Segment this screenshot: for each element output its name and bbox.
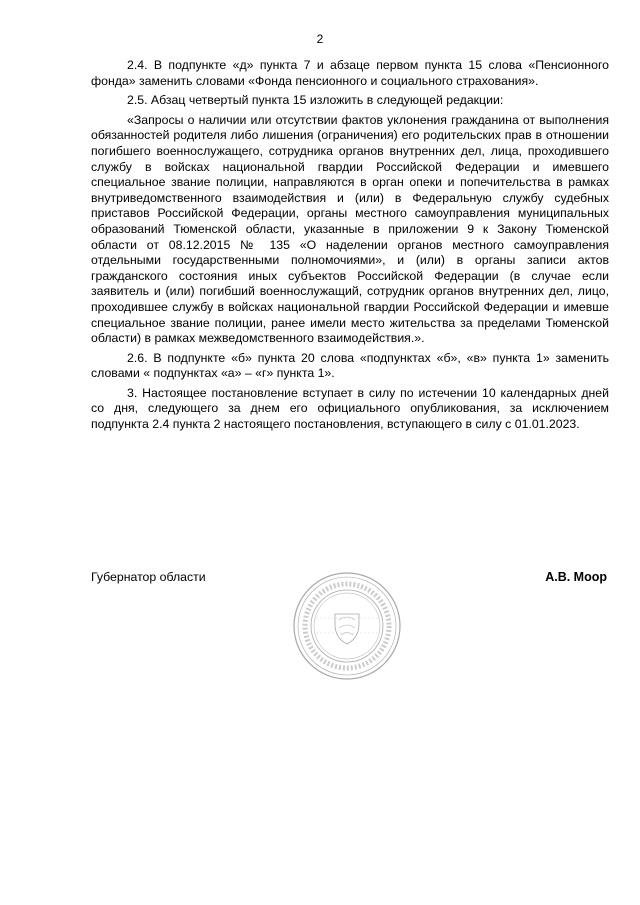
signatory-name: А.В. Моор	[545, 570, 607, 584]
paragraph-quoted-text: «Запросы о наличии или отсутствии фактов уклонения гражданина от выполнения обязанностей родителя либо лишения (ограничения) его родительских прав в отношении погибшего военнослужащего, сотрудника органов внутренних дел, лица, проходившего службу в войсках национальной гвардии Российской Федерации и имевшего специальное звание полиции, направляются в орган опеки и попечительства в рамках внутриведомственного взаимодействия и (или) в Федеральную службу судебных приставов Российской Федерации, органы местного самоуправления муниципальных образований Тюменской области, указанные в приложении 9 к Закону Тюменской области от 08.12.2015 № 135 «О наделении органов местного самоуправления отдельными государственными полномочиями», и (или) в органы записи актов гражданского состояния иных субъектов Российской Федерации (в случае если заявитель и (или) погибший военнослужащий, сотрудник органов внутренних дел, лицо, проходившее службу в войсках национальной гвардии Российской Федерации и имевше специальное звание полиции, ранее имели место жительства за пределами Тюменской области) в рамках межведомственного взаимодействия.».	[91, 112, 609, 346]
document-body	[91, 58, 609, 433]
signatory-position: Губернатор области	[91, 570, 206, 584]
official-seal-icon	[291, 570, 403, 682]
paragraph-2-4: 2.4. В подпункте «д» пункта 7 и абзаце первом пункта 15 слова «Пенсионного фонда» заменить словами «Фонда пенсионного и социального страхования».	[91, 58, 609, 88]
paragraph-2-6: 2.6. В подпункте «б» пункта 20 слова «подпунктах «б», «в» пункта 1» заменить словами « подпунктах «а» – «г» пункта 1».	[91, 350, 609, 381]
paragraph-2-5: 2.5. Абзац четвертый пункта 15 изложить в следующей редакции:	[127, 93, 504, 108]
paragraph-3: 3. Настоящее постановление вступает в силу по истечении 10 календарных дней со дня, следующего за днем его официального опубликования, за исключением подпункта 2.4 пункта 2 настоящего постановления, вступающего в силу с 01.01.2023.	[91, 385, 609, 432]
page-number: 2	[316, 32, 324, 46]
